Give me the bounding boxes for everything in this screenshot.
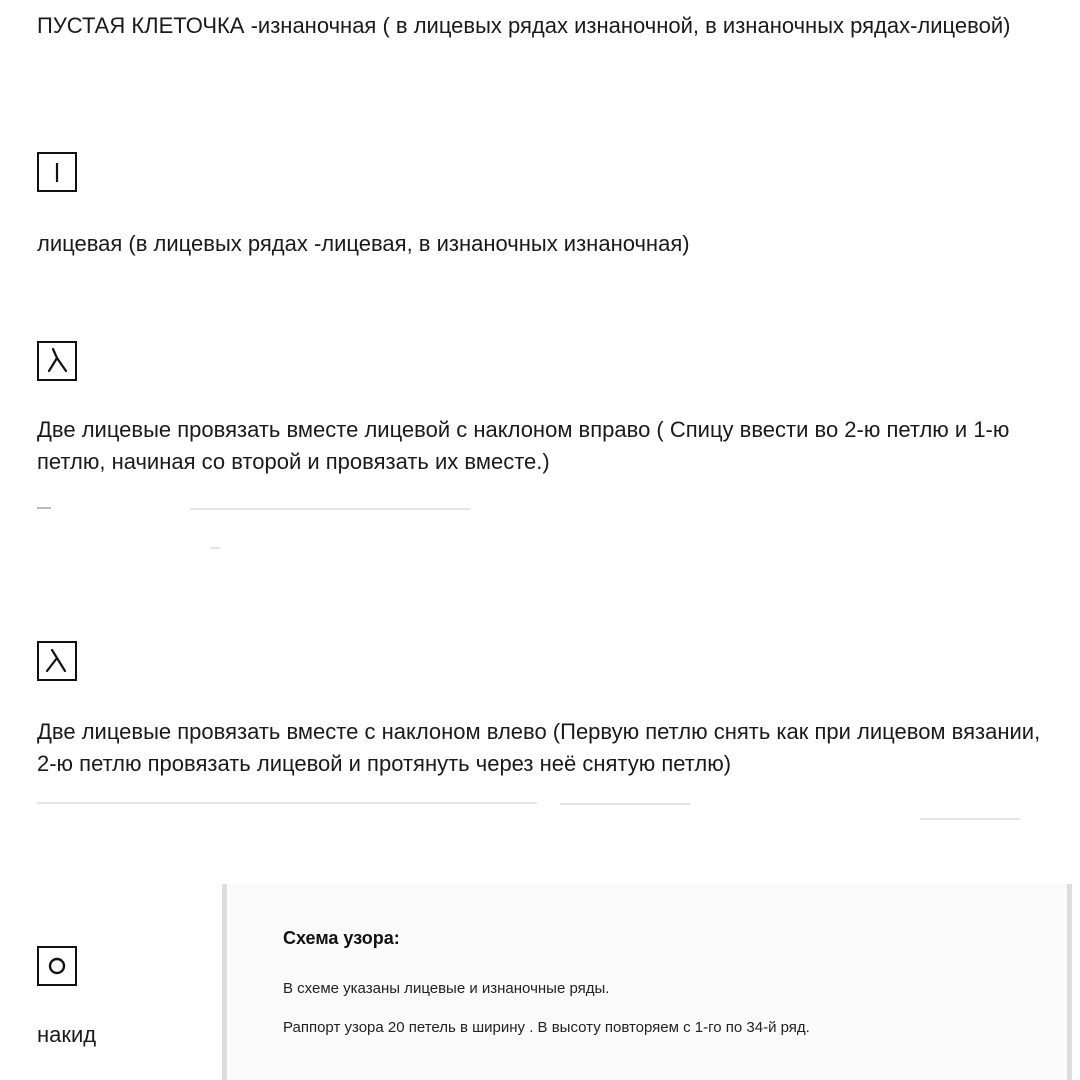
pattern-note-line-1: В схеме указаны лицевые и изнаночные ряды. — [283, 980, 610, 997]
yarn-over-symbol-icon — [37, 946, 77, 986]
scan-artifact — [37, 802, 537, 804]
scan-artifact — [37, 507, 51, 509]
pattern-note-panel — [222, 884, 1072, 1080]
pattern-note-title: Схема узора: — [283, 928, 400, 948]
left-decrease-symbol-icon — [37, 641, 77, 681]
right-decrease-description: Две лицевые провязать вместе лицевой с наклоном вправо ( Спицу ввести во 2-ю петлю и 1-ю петлю, начиная со второй и провязать их вместе.) — [37, 417, 1010, 474]
knit-description: лицевая (в лицевых рядах -лицевая, в изнаночных изнаночная) — [37, 231, 690, 256]
right-decrease-symbol-icon — [37, 341, 77, 381]
scan-artifact — [190, 508, 470, 510]
scan-artifact — [920, 818, 1020, 820]
scan-artifact — [560, 803, 690, 805]
yarn-over-description: накид — [37, 1022, 97, 1047]
pattern-note-line-2: Раппорт узора 20 петель в ширину . В высоту повторяем с 1-го по 34-й ряд. — [283, 1019, 810, 1036]
empty-cell-description: ПУСТАЯ КЛЕТОЧКА -изнаночная ( в лицевых рядах изнаночной, в изнаночных рядах-лицевой) — [37, 13, 1011, 38]
scan-artifact — [210, 547, 220, 549]
knit-symbol-icon — [37, 152, 77, 192]
left-decrease-description: Две лицевые провязать вместе с наклоном влево (Первую петлю снять как при лицевом вязании, 2-ю петлю провязать лицевой и протянуть через неё снятую петлю) — [37, 719, 1041, 776]
